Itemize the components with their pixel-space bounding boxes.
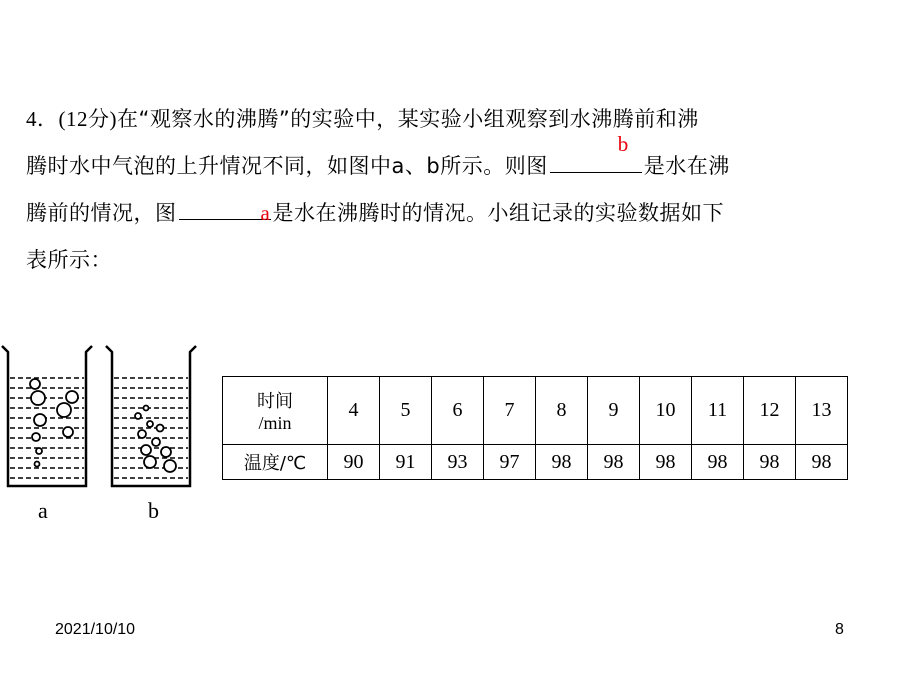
question-text <box>26 96 856 284</box>
beaker-a <box>2 346 92 486</box>
temperature-cell: 91 <box>380 445 432 480</box>
time-cell: 7 <box>484 377 536 445</box>
beaker-b <box>106 346 196 486</box>
time-cell: 13 <box>796 377 848 445</box>
temperature-cell: 98 <box>536 445 588 480</box>
question-line-4 <box>26 237 856 284</box>
question-line-4-text: 表所示： <box>26 248 112 272</box>
time-cell: 10 <box>640 377 692 445</box>
beaker-figure <box>0 340 215 530</box>
time-header-unit: /min <box>258 413 292 433</box>
table-row-temperature <box>223 445 848 480</box>
time-cell: 11 <box>692 377 744 445</box>
answer-blank-1[interactable] <box>550 132 642 173</box>
temperature-cell: 90 <box>328 445 380 480</box>
time-cell: 6 <box>432 377 484 445</box>
time-header-cell <box>223 377 328 445</box>
answer-1: b <box>617 132 629 156</box>
question-line-3 <box>26 190 856 237</box>
time-cell: 12 <box>744 377 796 445</box>
question-line-3-text-before: 腾前的情况，图 <box>26 201 177 225</box>
time-header-label: 时间 <box>257 391 293 412</box>
temperature-cell: 98 <box>744 445 796 480</box>
temperature-cell: 98 <box>796 445 848 480</box>
question-line-1-text: 在“观察水的沸腾”的实验中，某实验小组观察到水沸腾前和沸 <box>117 107 699 131</box>
question-line-1 <box>26 96 856 143</box>
time-cell: 4 <box>328 377 380 445</box>
temperature-cell: 97 <box>484 445 536 480</box>
answer-blank-2[interactable] <box>179 195 271 225</box>
temperature-cell: 93 <box>432 445 484 480</box>
temperature-cell: 98 <box>588 445 640 480</box>
time-cell: 9 <box>588 377 640 445</box>
footer-page-number: 8 <box>835 621 844 638</box>
temperature-cell: 98 <box>640 445 692 480</box>
question-line-2-text-before: 腾时水中气泡的上升情况不同，如图中a、b所示。则图 <box>26 154 548 178</box>
time-cell: 5 <box>380 377 432 445</box>
table-row-time <box>223 377 848 445</box>
time-cell: 8 <box>536 377 588 445</box>
beaker-label-b: b <box>148 498 159 523</box>
beaker-drawing <box>0 340 215 530</box>
question-number: 4．(12分) <box>26 107 117 131</box>
question-line-2-text-after: 是水在沸 <box>643 154 730 178</box>
answer-2: a <box>260 201 271 225</box>
beaker-label-a: a <box>38 498 48 523</box>
footer-date: 2021/10/10 <box>55 621 136 638</box>
temperature-header-cell: 温度/℃ <box>223 445 328 480</box>
question-line-3-text-after: 是水在沸腾时的情况。小组记录的实验数据如下 <box>272 201 724 225</box>
question-line-2 <box>26 132 856 190</box>
temperature-cell: 98 <box>692 445 744 480</box>
data-table <box>222 376 848 480</box>
